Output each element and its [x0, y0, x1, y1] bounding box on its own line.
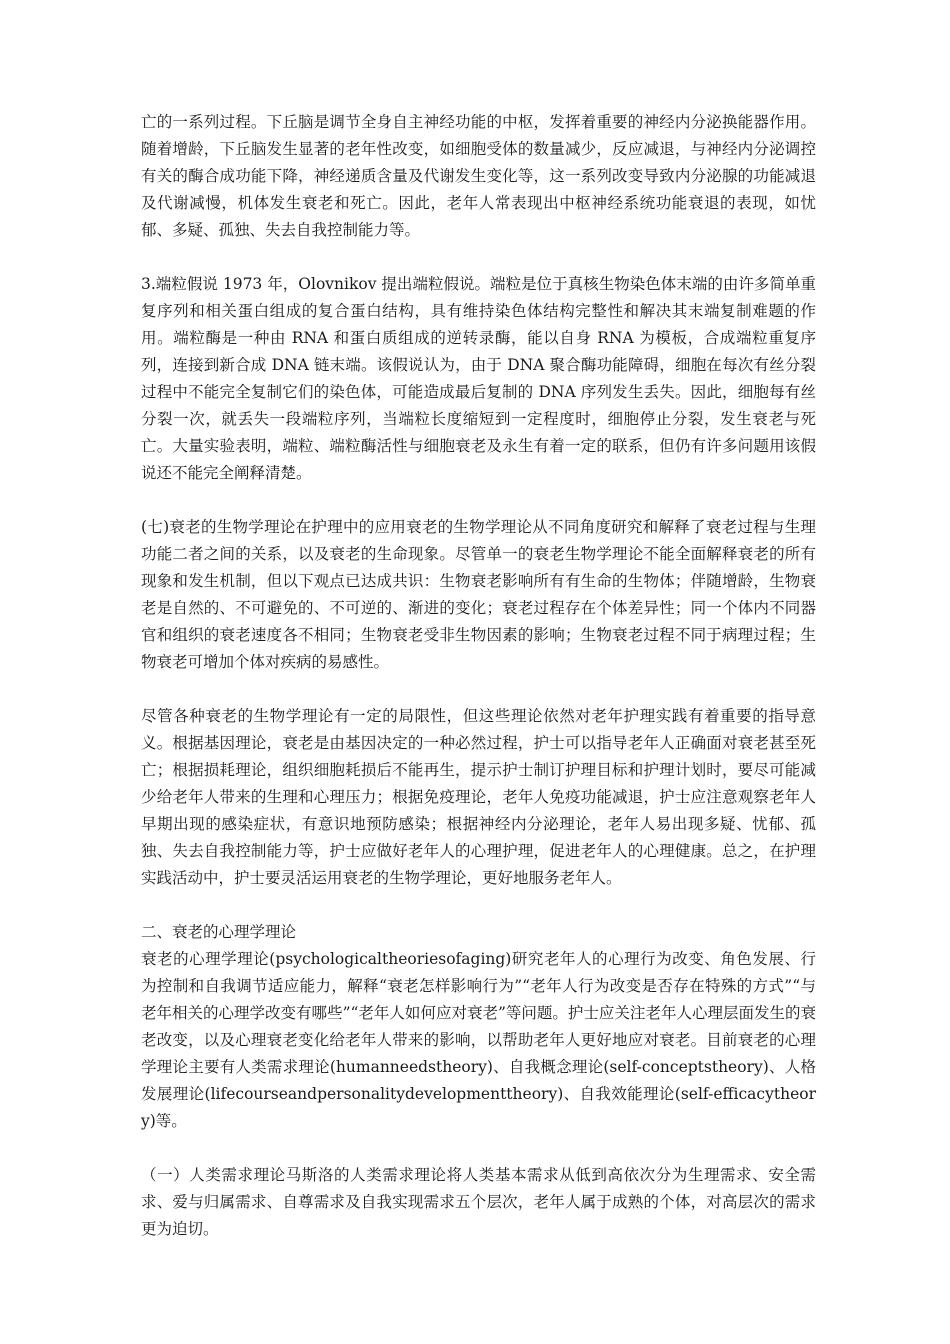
paragraph-nursing-practice: 尽管各种衰老的生物学理论有一定的局限性，但这些理论依然对老年护理实践有着重要的指导意义。根据基因理论，衰老是由基因决定的一种必然过程，护士可以指导老年人正确面对衰老甚至死亡；根据损耗理论，组织细胞耗损后不能再生，提示护士制订护理目标和护理计划时，要尽可能减少给老年人带来的生理和心理压力；根据免疫理论，老年人免疫功能减退，护士应注意观察老年人早期出现的感染症状，有意识地预防感染；根据神经内分泌理论，老年人易出现多疑、忧郁、孤独、失去自我控制能力等，护士应做好老年人的心理护理，促进老年人的心理健康。总之，在护理实践活动中，护士要灵活运用衰老的生物学理论，更好地服务老年人。 [141, 707, 816, 887]
paragraph-telomere-hypothesis: 3.端粒假说 1973 年，Olovnikov 提出端粒假说。端粒是位于真核生物染色体末端的由许多简单重复序列和相关蛋白组成的复合蛋白结构，具有维持染色体结构完整性和解决其末端复制难题的作用。端粒酶是一种由 RNA 和蛋白质组成的逆转录酶，能以自身 RNA 为模板，合成端粒重复序列，连接到新合成 DNA 链末端。该假说认为，由于 DNA 聚合酶功能障碍，细胞在每次有丝分裂过程中不能完全复制它们的染色体，可能造成最后复制的 DNA 序列发生丢失。因此，细胞每有丝分裂一次，就丢失一段端粒序列，当端粒长度缩短到一定程度时，细胞停止分裂，发生衰老与死亡。大量实验表明，端粒、端粒酶活性与细胞衰老及永生有着一定的联系，但仍有许多问题用该假说还不能完全阐释清楚。 [141, 275, 816, 482]
paragraph-psychology-theory: 衰老的心理学理论(psychologicaltheoriesofaging)研究老年人的心理行为改变、角色发展、行为控制和自我调节适应能力，解释“衰老怎样影响行为”“老年人行为改变是否存在特殊的方式”“与老年相关的心理学改变有哪些”“老年人如何应对衰老”等问题。护士应关注老年人心理层面发生的衰老改变，以及心理衰老变化给老年人带来的影响，以帮助老年人更好地应对衰老。目前衰老的心理学理论主要有人类需求理论(humanneedstheory)、自我概念理论(self-conceptstheory)、人格发展理论(lifecourseandpersonalitydevelopmenttheory)、自我效能理论(self-efficacytheory)等。 [141, 950, 816, 1130]
paragraph-hypothalamus: 亡的一系列过程。下丘脑是调节全身自主神经功能的中枢，发挥着重要的神经内分泌换能器作用。随着增龄，下丘脑发生显著的老年性改变，如细胞受体的数量减少，反应减退，与神经内分泌调控有关的酶合成功能下降，神经递质含量及代谢发生变化等，这一系列改变导致内分泌腺的功能减退及代谢减慢，机体发生衰老和死亡。因此，老年人常表现出中枢神经系统功能衰退的表现，如忧郁、多疑、孤独、失去自我控制能力等。 [141, 113, 816, 239]
paragraph-biology-theory-application: (七)衰老的生物学理论在护理中的应用衰老的生物学理论从不同角度研究和解释了衰老过程与生理功能二者之间的关系，以及衰老的生命现象。尽管单一的衰老生物学理论不能全面解释衰老的所有现象和发生机制，但以下观点已达成共识：生物衰老影响所有有生命的生物体；伴随增龄，生物衰老是自然的、不可避免的、不可逆的、渐进的变化；衰老过程存在个体差异性；同一个体内不同器官和组织的衰老速度各不相同；生物衰老受非生物因素的影响；生物衰老过程不同于病理过程；生物衰老可增加个体对疾病的易感性。 [141, 518, 816, 671]
section-heading-psychology-theory: 二、衰老的心理学理论 [141, 923, 297, 941]
paragraph-human-needs-theory: （一）人类需求理论马斯洛的人类需求理论将人类基本需求从低到高依次分为生理需求、安全需求、爱与归属需求、自尊需求及自我实现需求五个层次，老年人属于成熟的个体，对高层次的需求更为迫切。 [141, 1166, 816, 1238]
document-body [141, 109, 816, 1243]
